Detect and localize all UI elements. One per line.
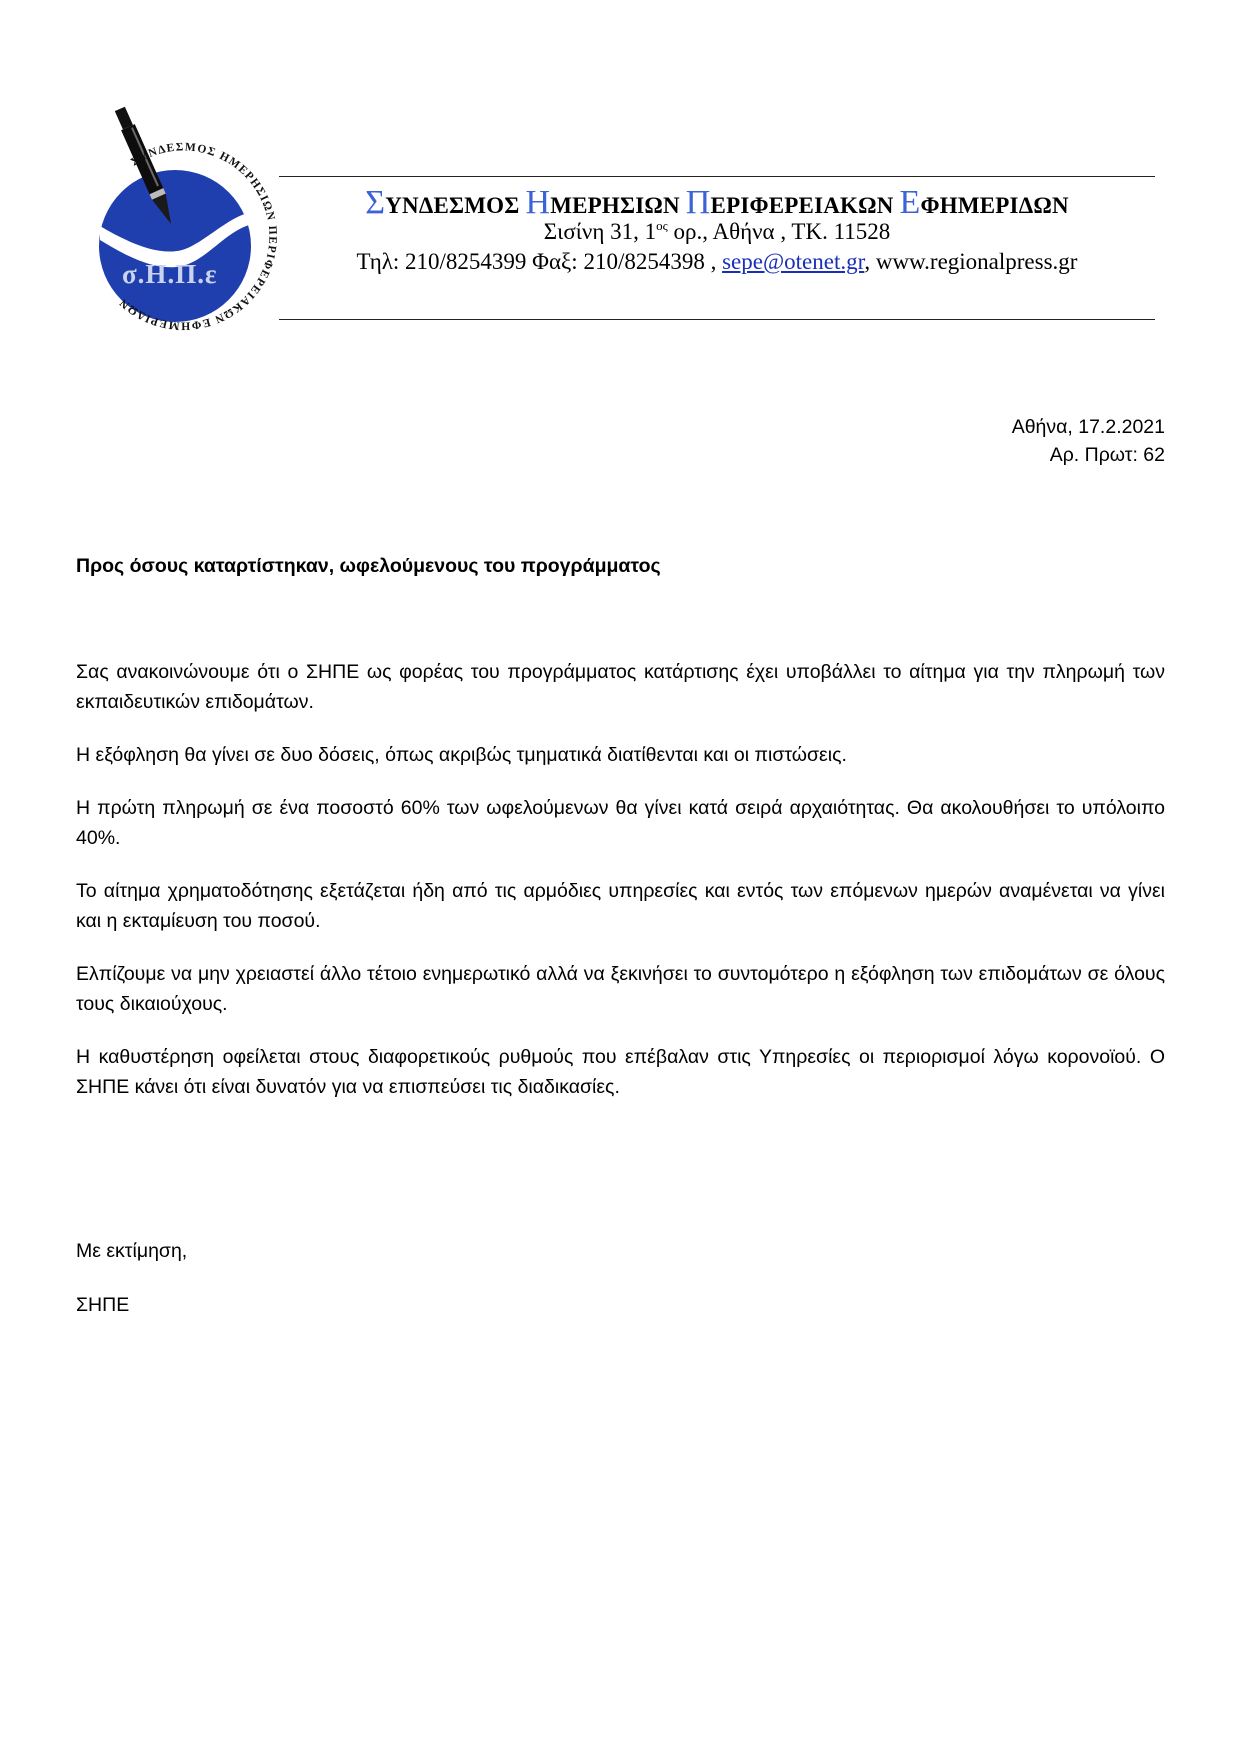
organization-address xyxy=(279,218,1155,245)
letter-date: Αθήνα, 17.2.2021 xyxy=(1011,416,1165,438)
letter-recipient: Προς όσους καταρτίστηκαν, ωφελούμενους του προγράμματος xyxy=(76,555,661,577)
body-paragraph: Ελπίζουμε να μην χρειαστεί άλλο τέτοιο ενημερωτικό αλλά να ξεκινήσει το συντομότερο η εξόφληση των επιδομάτων σε όλους τους δικαιούχους. xyxy=(76,963,1165,1015)
body-paragraph: Η καθυστέρηση οφείλεται στους διαφορετικούς ρυθμούς που επέβαλαν στις Υπηρεσίες οι περιορισμοί λόγω κορονοϊού. Ο ΣΗΠΕ κάνει ότι είναι δυνατόν για να επισπεύσει τις διαδικασίες. xyxy=(76,1046,1165,1098)
letter-closing: Με εκτίμηση, xyxy=(76,1240,188,1262)
organization-logo xyxy=(82,100,282,332)
org-name-initial: Ε xyxy=(899,184,921,221)
org-name-word: ΦΗΜΕΡΙΔΩΝ xyxy=(920,193,1069,218)
address-city: ορ., Αθήνα , ΤΚ. 11528 xyxy=(667,219,891,244)
org-name-word: ΥΝΔΕΣΜΟΣ xyxy=(385,193,520,218)
body-paragraph: Σας ανακοινώνουμε ότι ο ΣΗΠΕ ως φορέας του προγράμματος κατάρτισης έχει υποβάλλει το αίτημα για την πληρωμή των εκπαιδευτικών επιδομάτων. xyxy=(76,661,1165,713)
body-paragraph: Το αίτημα χρηματοδότησης εξετάζεται ήδη από τις αρμόδιες υπηρεσίες και εντός των επόμενων ημερών αναμένεται να γίνει και η εκταμίευση του ποσού. xyxy=(76,880,1165,932)
letter-body xyxy=(76,657,1165,1125)
logo-initials: σ.Η.Π.ε xyxy=(122,259,218,289)
organization-name xyxy=(279,184,1155,222)
letter-signature: ΣΗΠΕ xyxy=(76,1294,130,1316)
org-name-initial: Π xyxy=(685,184,711,221)
header-rule-bottom xyxy=(279,319,1155,320)
address-floor-suffix: ος xyxy=(656,218,668,233)
address-street: Σισίνη 31, 1 xyxy=(543,219,657,244)
org-name-initial: Σ xyxy=(365,184,386,221)
email-link[interactable]: sepe@otenet.gr xyxy=(722,249,865,274)
body-paragraph: Η πρώτη πληρωμή σε ένα ποσοστό 60% των ωφελούμενων θα γίνει κατά σειρά αρχαιότητας. Θα ακολουθήσει το υπόλοιπο 40%. xyxy=(76,797,1165,849)
protocol-number: Αρ. Πρωτ: 62 xyxy=(1049,444,1165,466)
org-name-word: ΕΡΙΦΕΡΕΙΑΚΩΝ xyxy=(710,193,894,218)
website-text: , www.regionalpress.gr xyxy=(864,249,1078,274)
organization-contacts xyxy=(279,249,1155,275)
header-rule-top xyxy=(279,176,1155,177)
date-block xyxy=(1012,413,1165,469)
logo-emblem xyxy=(82,100,282,332)
body-paragraph: Η εξόφληση θα γίνει σε δυο δόσεις, όπως ακριβώς τμηματικά διατίθενται και οι πιστώσεις. xyxy=(76,744,847,766)
phone-fax-text: Τηλ: 210/8254399 Φαξ: 210/8254398 , xyxy=(356,249,723,274)
org-name-word: ΜΕΡΗΣΙΩΝ xyxy=(550,193,680,218)
logo-ring-text: ΣΥΝΔΕΣΜΟΣ ΗΜΕΡΗΣΙΩΝ ΠΕΡΙΦΕΡΕΙΑΚΩΝ ΕΦΗΜΕΡΙΔΩΝ xyxy=(116,141,279,332)
org-name-initial: Η xyxy=(525,184,551,221)
